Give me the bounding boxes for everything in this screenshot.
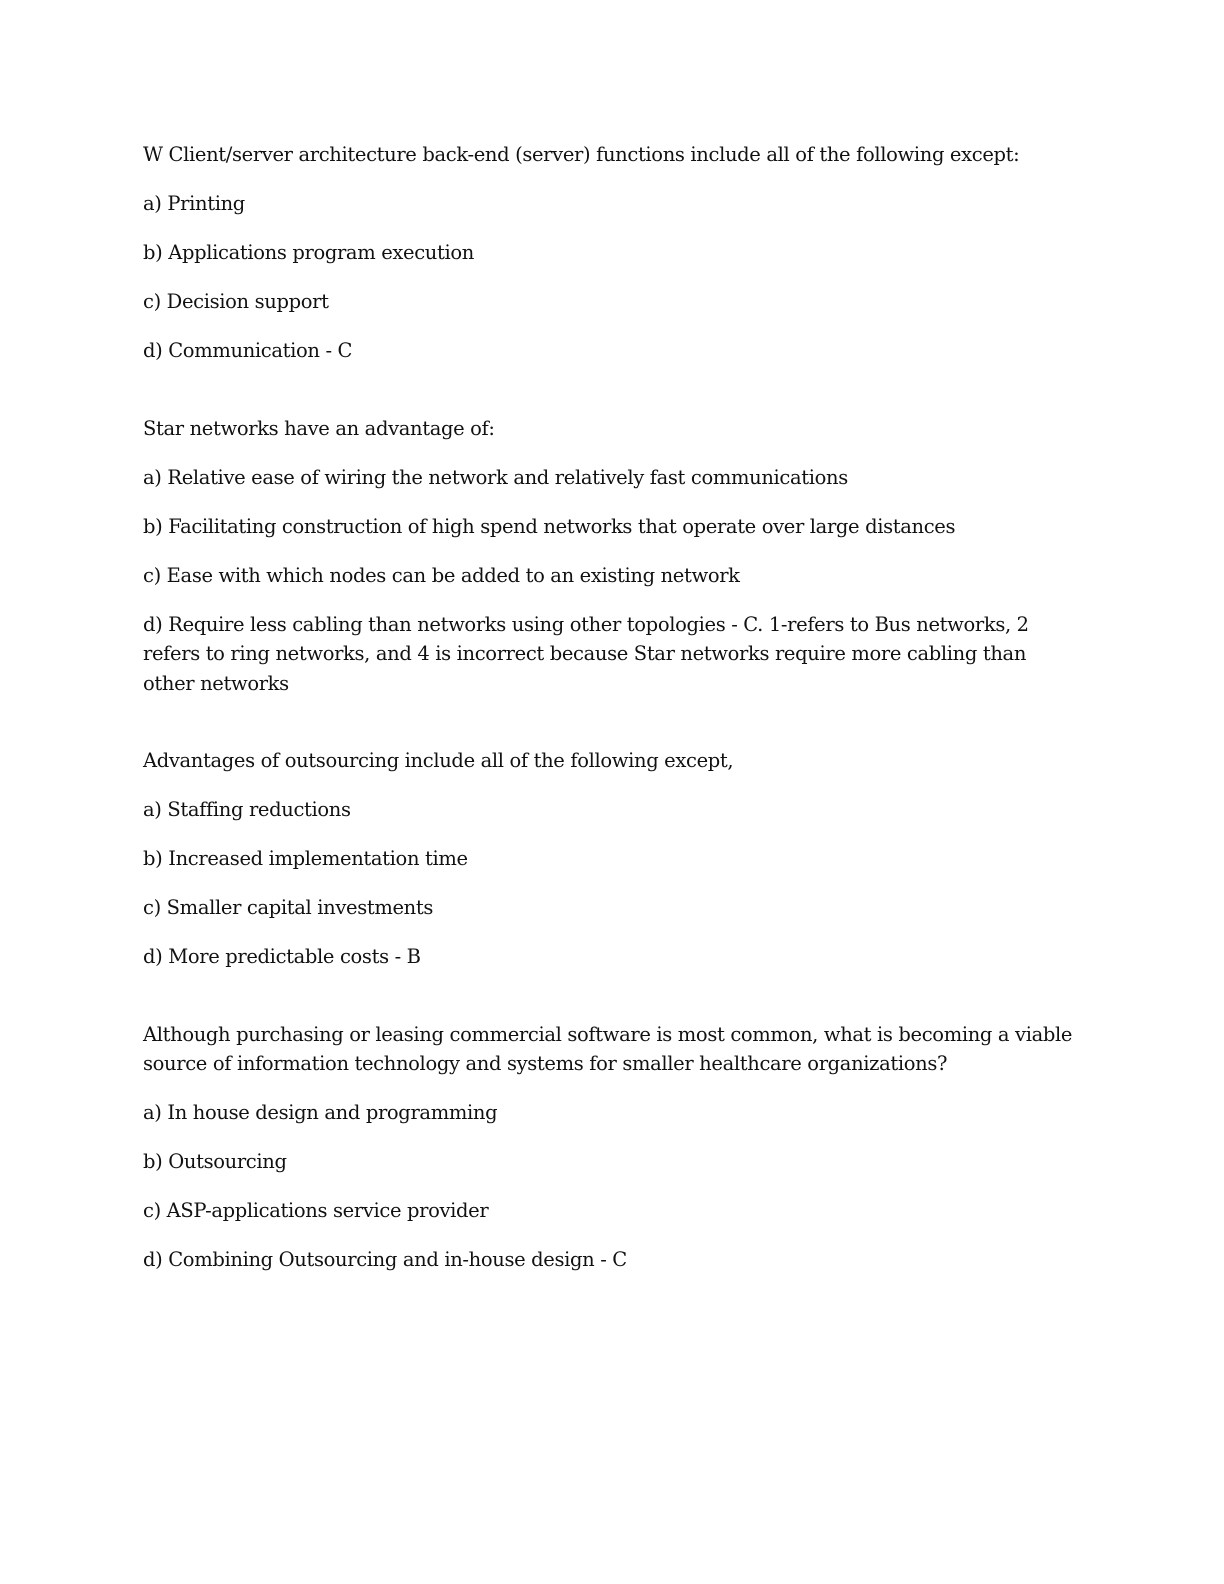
question-1 [143, 140, 1083, 366]
answer-option: a) Staffing reductions [143, 798, 351, 821]
question-3 [143, 746, 1083, 972]
answer-option: d) Combining Outsourcing and in-house design - C [143, 1248, 627, 1271]
answer-option: c) Decision support [143, 290, 329, 313]
answer-option: d) Require less cabling than networks using other topologies - C. 1-refers to Bus networks, 2 refers to ring networks, and 4 is incorrect because Star networks require more cabling than other networks [143, 612, 1029, 695]
question-4 [143, 1020, 1083, 1275]
answer-option: b) Applications program execution [143, 241, 474, 264]
answer-option: c) Ease with which nodes can be added to an existing network [143, 563, 740, 587]
question-prompt: Advantages of outsourcing include all of the following except, [143, 749, 734, 772]
answer-option: b) Facilitating construction of high spend networks that operate over large distances [143, 514, 956, 538]
answer-option: a) In house design and programming [143, 1101, 498, 1124]
answer-option: c) Smaller capital investments [143, 896, 434, 919]
answer-option: c) ASP-applications service provider [143, 1199, 489, 1222]
answer-option: a) Printing [143, 192, 245, 215]
answer-option: b) Increased implementation time [143, 847, 468, 870]
answer-option: b) Outsourcing [143, 1150, 287, 1173]
question-prompt: Star networks have an advantage of: [143, 416, 495, 440]
answer-option: a) Relative ease of wiring the network and relatively fast communications [143, 465, 848, 489]
answer-option: d) More predictable costs - B [143, 945, 421, 968]
question-2 [143, 414, 1083, 699]
answer-option: d) Communication - C [143, 339, 353, 362]
question-prompt: W Client/server architecture back-end (server) functions include all of the following except: [143, 143, 1020, 166]
document-body [143, 140, 1083, 1275]
question-prompt: Although purchasing or leasing commercial software is most common, what is becoming a viable source of information technology and systems for smaller healthcare organizations? [143, 1022, 1073, 1075]
